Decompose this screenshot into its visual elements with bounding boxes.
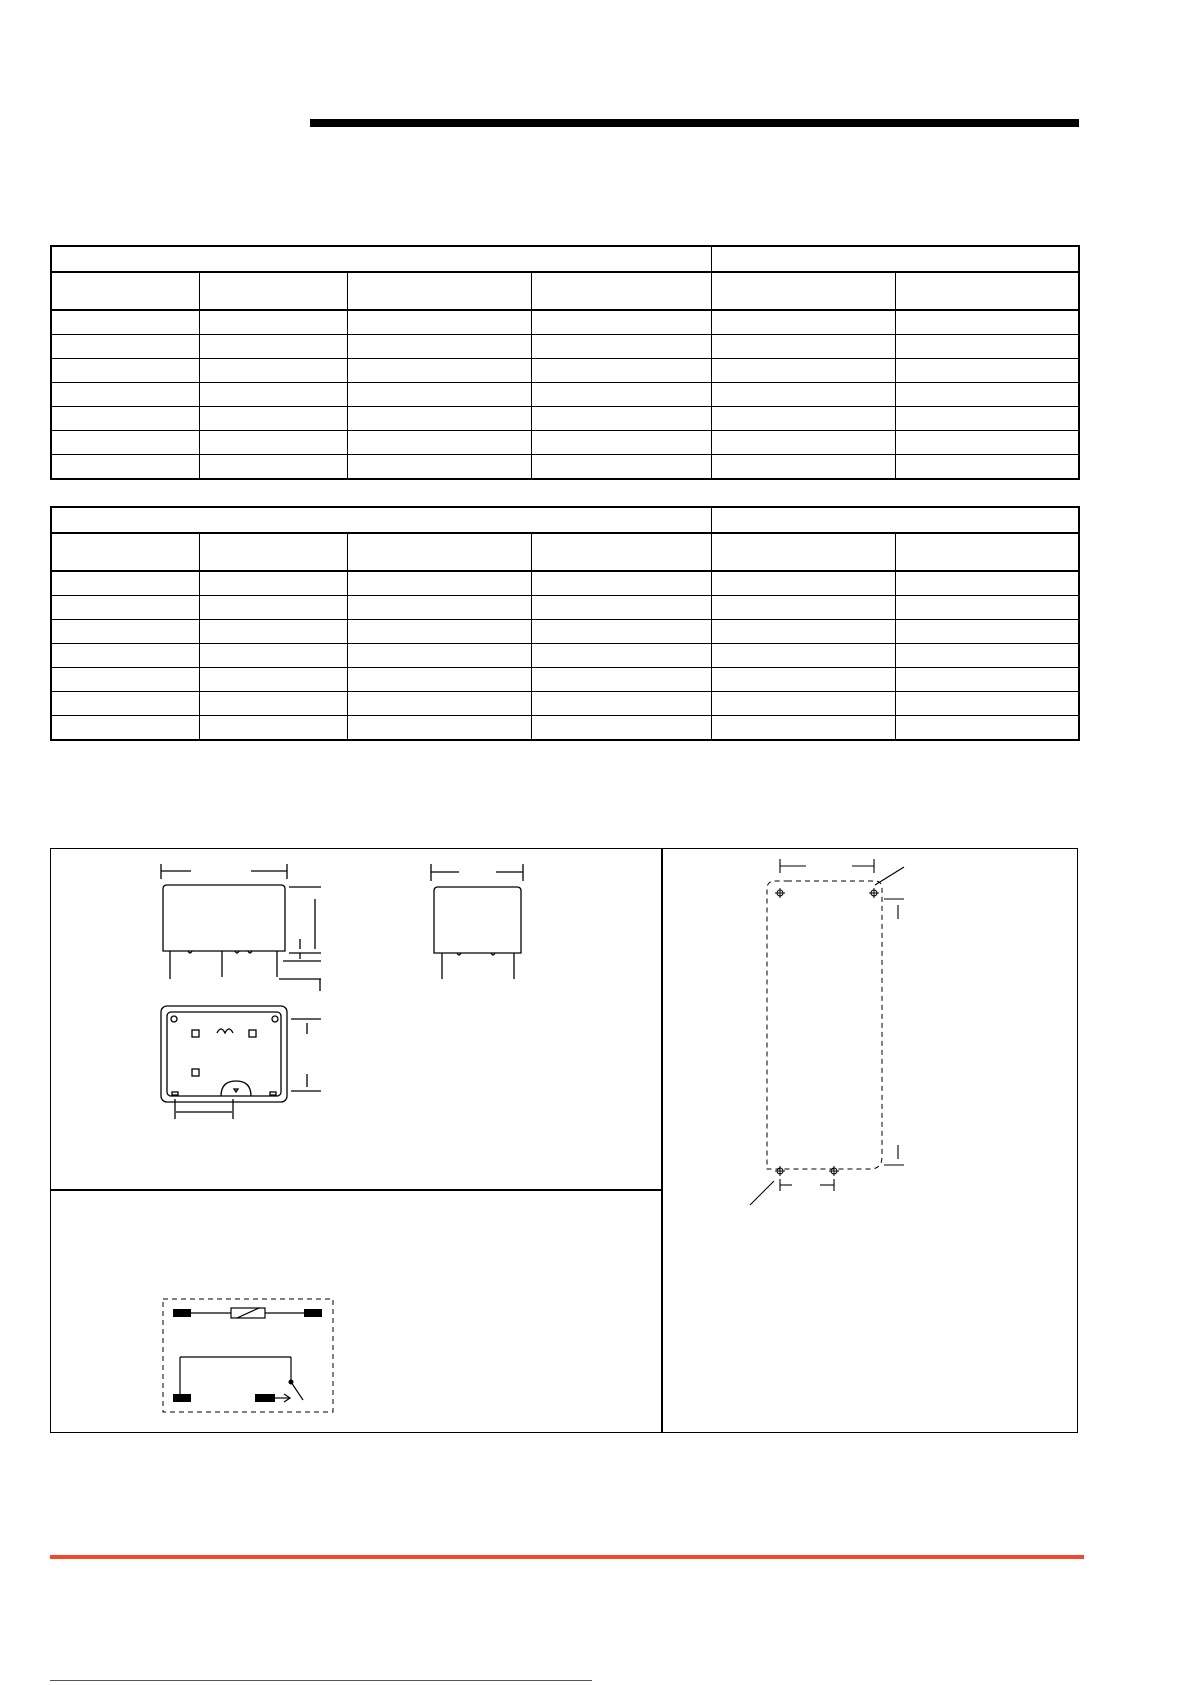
table-cell: [531, 335, 711, 359]
table-cell: [51, 571, 199, 596]
relay-outline-drawing: [51, 849, 664, 1192]
table-cell: [199, 383, 347, 407]
table-cell: [711, 571, 895, 596]
wiring-diagram-panel: [50, 1189, 663, 1433]
table-cell: [51, 716, 199, 741]
table-cell: [51, 692, 199, 716]
table-cell: [895, 455, 1079, 480]
table-cell: [51, 668, 199, 692]
column-header: [51, 272, 199, 310]
table-cell: [531, 383, 711, 407]
table-row: [51, 644, 1079, 668]
table-cell: [199, 716, 347, 741]
column-header: [711, 272, 895, 310]
table-cell: [531, 692, 711, 716]
table-row: [51, 692, 1079, 716]
table-cell: [347, 455, 531, 480]
table-row: [51, 407, 1079, 431]
table-cell: [51, 383, 199, 407]
table-cell: [531, 596, 711, 620]
com-terminal: [173, 1394, 191, 1402]
column-header: [347, 272, 531, 310]
table-cell: [711, 310, 895, 335]
table-cell: [51, 335, 199, 359]
table-cell: [51, 431, 199, 455]
relay-side-view: [431, 864, 523, 979]
table-cell: [711, 620, 895, 644]
table-row: [51, 359, 1079, 383]
group-header: [711, 507, 1079, 533]
table-cell: [51, 644, 199, 668]
table-cell: [895, 383, 1079, 407]
table-cell: [199, 644, 347, 668]
table-cell: [531, 407, 711, 431]
table-cell: [711, 431, 895, 455]
table-cell: [199, 431, 347, 455]
table-body: [51, 571, 1079, 740]
table-cell: [895, 571, 1079, 596]
table-cell: [711, 692, 895, 716]
footer-divider: [50, 1680, 592, 1681]
no-terminal: [255, 1394, 275, 1402]
column-header: [895, 533, 1079, 571]
table-cell: [51, 596, 199, 620]
table-cell: [895, 359, 1079, 383]
table-cell: [199, 571, 347, 596]
table-cell: [531, 716, 711, 741]
table-cell: [531, 431, 711, 455]
table-body: [51, 310, 1079, 479]
table-cell: [199, 596, 347, 620]
table-row: [51, 335, 1079, 359]
table-cell: [199, 692, 347, 716]
coil-terminal-1: [173, 1309, 191, 1317]
table-cell: [895, 668, 1079, 692]
column-header: [531, 272, 711, 310]
table-cell: [347, 335, 531, 359]
column-header: [51, 533, 199, 571]
column-header: [531, 533, 711, 571]
table-cell: [347, 431, 531, 455]
column-header: [347, 533, 531, 571]
spec-table-1: [50, 245, 1080, 480]
table-cell: [347, 644, 531, 668]
table-cell: [531, 571, 711, 596]
coil-terminal-2: [304, 1309, 322, 1317]
table-cell: [895, 596, 1079, 620]
table-cell: [711, 644, 895, 668]
table-cell: [51, 359, 199, 383]
table-cell: [347, 571, 531, 596]
table-cell: [51, 620, 199, 644]
column-header: [895, 272, 1079, 310]
table-cell: [895, 692, 1079, 716]
table-cell: [199, 359, 347, 383]
table-row: [51, 668, 1079, 692]
table-row: [51, 716, 1079, 741]
relay-bottom-view: [161, 1006, 321, 1119]
table-cell: [199, 335, 347, 359]
table-cell: [51, 407, 199, 431]
table-row: [51, 596, 1079, 620]
table-row: [51, 431, 1079, 455]
table-cell: [895, 407, 1079, 431]
table-cell: [895, 310, 1079, 335]
table-cell: [531, 310, 711, 335]
pcb-layout-panel: [661, 848, 1078, 1433]
table-cell: [347, 407, 531, 431]
table-cell: [347, 596, 531, 620]
table-cell: [895, 431, 1079, 455]
spec-table-2: [50, 506, 1080, 741]
wiring-diagram: [51, 1190, 664, 1434]
table-cell: [199, 668, 347, 692]
table-cell: [199, 407, 347, 431]
table-cell: [199, 455, 347, 480]
table-cell: [531, 644, 711, 668]
table-cell: [711, 359, 895, 383]
column-header: [711, 533, 895, 571]
table-cell: [347, 716, 531, 741]
pcb-hole: [775, 888, 879, 1176]
table-cell: [531, 455, 711, 480]
table-cell: [347, 310, 531, 335]
table-cell: [711, 455, 895, 480]
table-row: [51, 571, 1079, 596]
table-row: [51, 383, 1079, 407]
group-header: [51, 507, 711, 533]
table-cell: [531, 620, 711, 644]
table-cell: [199, 620, 347, 644]
table-cell: [347, 692, 531, 716]
footer-accent-rule: [50, 1555, 1084, 1559]
table-cell: [531, 668, 711, 692]
table-cell: [347, 668, 531, 692]
top-header-rule: [310, 119, 1079, 127]
table-cell: [347, 383, 531, 407]
table-cell: [51, 455, 199, 480]
table-cell: [895, 335, 1079, 359]
group-header: [711, 246, 1079, 272]
table-cell: [51, 310, 199, 335]
table-cell: [895, 716, 1079, 741]
table-row: [51, 455, 1079, 480]
table-cell: [895, 620, 1079, 644]
table-cell: [895, 644, 1079, 668]
table-cell: [711, 668, 895, 692]
table-cell: [711, 596, 895, 620]
table-row: [51, 620, 1079, 644]
dimensions-panel: [50, 848, 663, 1191]
table-cell: [711, 407, 895, 431]
table-cell: [199, 310, 347, 335]
table-row: [51, 310, 1079, 335]
pcb-hole-layout: [662, 849, 1079, 1434]
table-cell: [711, 383, 895, 407]
table-cell: [711, 335, 895, 359]
relay-front-view: [161, 864, 321, 991]
table-cell: [711, 716, 895, 741]
table-cell: [347, 620, 531, 644]
group-header: [51, 246, 711, 272]
column-header: [199, 272, 347, 310]
column-header: [199, 533, 347, 571]
table-cell: [347, 359, 531, 383]
table-cell: [531, 359, 711, 383]
